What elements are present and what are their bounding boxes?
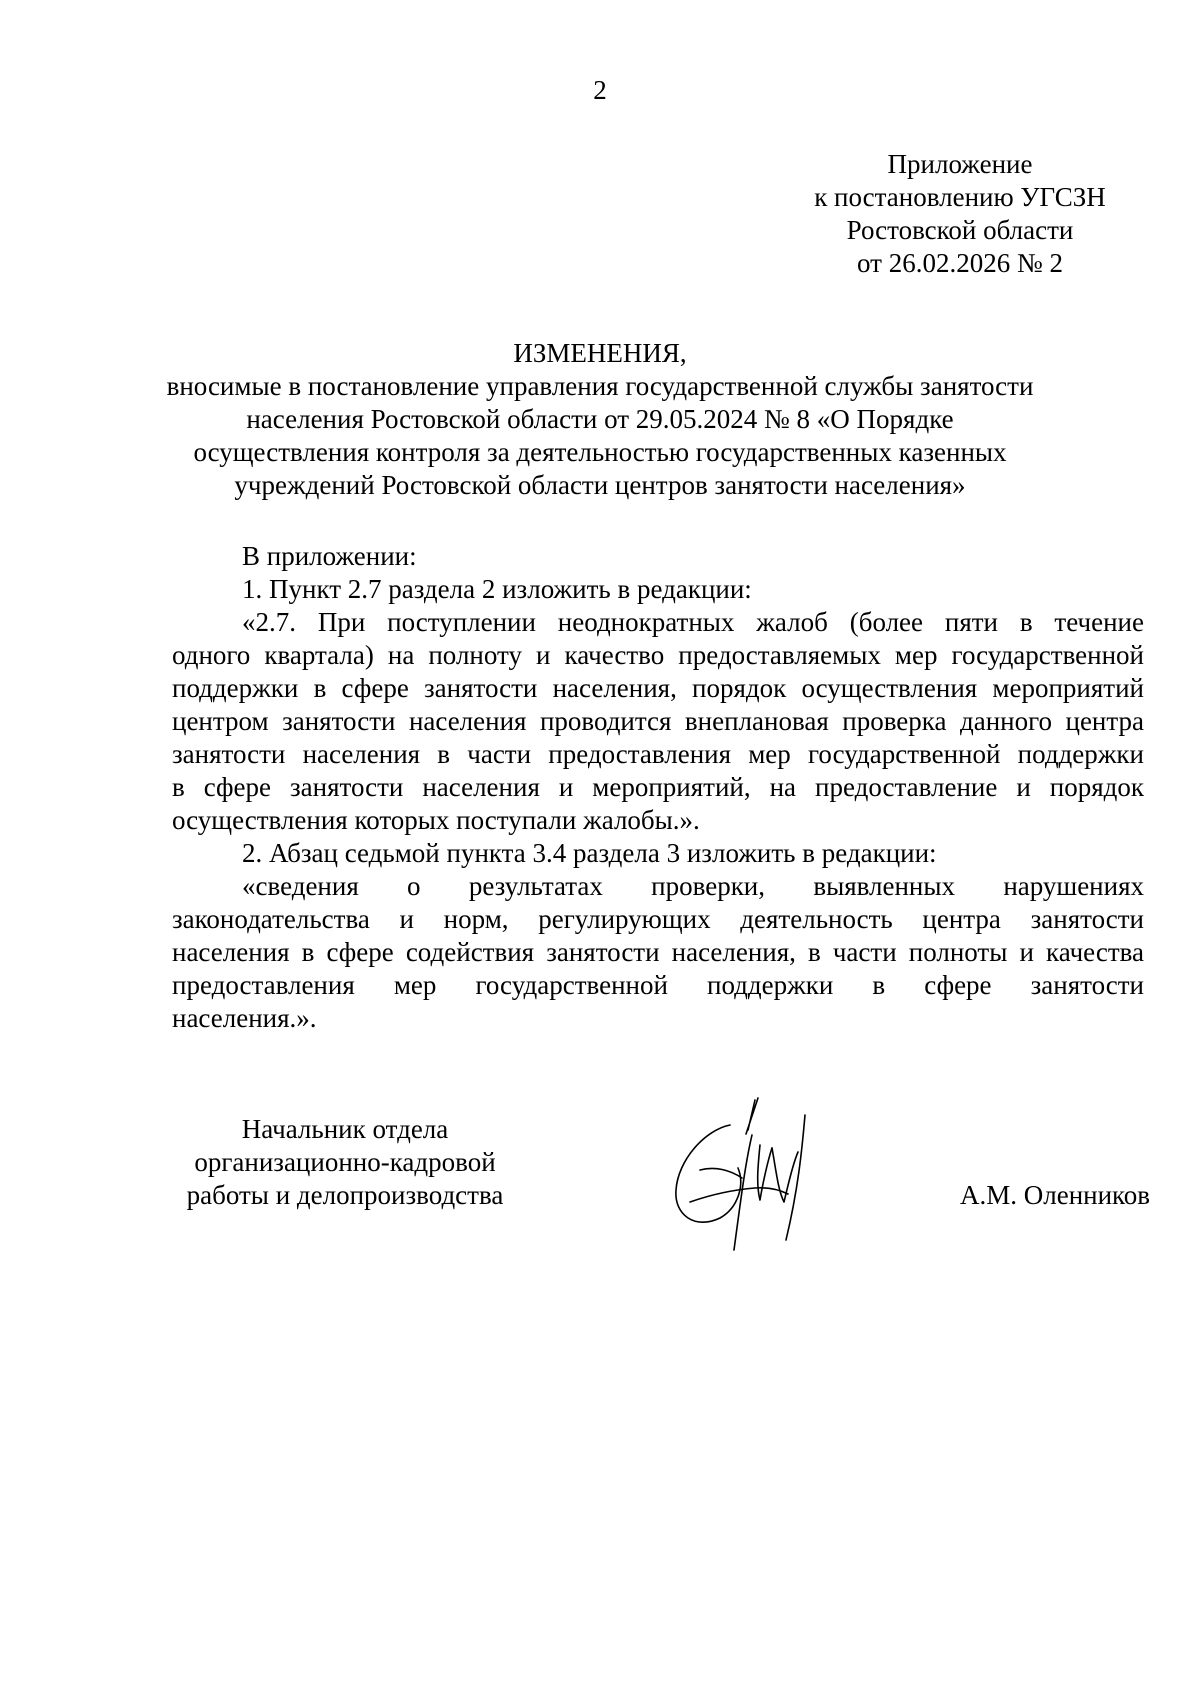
title-line: осуществления контроля за деятельностью государственных казенных [193, 437, 1007, 467]
item2-text-line: населения.». [172, 1003, 317, 1033]
appendix-header [780, 148, 1140, 280]
document-body [172, 540, 1144, 1035]
item1-text-line: занятости населения в части предоставления мер государственной поддержки [172, 739, 1144, 769]
title-line: населения Ростовской области от 29.05.2024 № 8 «О Порядке [246, 404, 954, 434]
item2-text-line: «сведения о результатах проверки, выявленных нарушениях [242, 871, 1144, 901]
handwritten-signature [660, 1090, 830, 1270]
appendix-line: от 26.02.2026 № 2 [857, 248, 1063, 278]
item1-text-line: одного квартала) на полноту и качество предоставляемых мер государственной [172, 640, 1144, 670]
item1-text-line: «2.7. При поступлении неоднократных жалоб (более пяти в течение [242, 607, 1144, 637]
appendix-line: Ростовской области [846, 215, 1074, 245]
item2-text-line: населения в сфере содействия занятости населения, в части полноты и качества [172, 937, 1144, 967]
item2-heading: 2. Абзац седьмой пункта 3.4 раздела 3 изложить в редакции: [242, 838, 937, 868]
item1-text-line: в сфере занятости населения и мероприятий, на предоставление и порядок [172, 772, 1144, 802]
signatory-position [160, 1113, 530, 1212]
position-line: Начальник отдела [241, 1114, 449, 1144]
body-intro: В приложении: [242, 541, 417, 571]
appendix-line: к постановлению УГСЗН [814, 182, 1106, 212]
appendix-line: Приложение [887, 149, 1033, 179]
document-title [160, 337, 1040, 502]
position-line: работы и делопроизводства [186, 1180, 504, 1210]
item2-text-line: предоставления мер государственной поддержки в сфере занятости [172, 970, 1144, 1000]
position-line: организационно-кадровой [194, 1147, 496, 1177]
item1-heading: 1. Пункт 2.7 раздела 2 изложить в редакции: [242, 574, 752, 604]
signatory-name: А.М. Оленников [960, 1180, 1151, 1210]
item1-text-line: поддержки в сфере занятости населения, порядок осуществления мероприятий [172, 673, 1144, 703]
page-number: 2 [593, 75, 607, 105]
title-heading: ИЗМЕНЕНИЯ, [513, 338, 687, 368]
item1-text-line: центром занятости населения проводится внеплановая проверка данного центра [172, 706, 1144, 736]
item2-text-line: законодательства и норм, регулирующих деятельность центра занятости [172, 904, 1144, 934]
title-line: учреждений Ростовской области центров занятости населения» [234, 470, 966, 500]
title-line: вносимые в постановление управления государственной службы занятости [166, 371, 1034, 401]
item1-text-line: осуществления которых поступали жалобы.». [172, 805, 700, 835]
